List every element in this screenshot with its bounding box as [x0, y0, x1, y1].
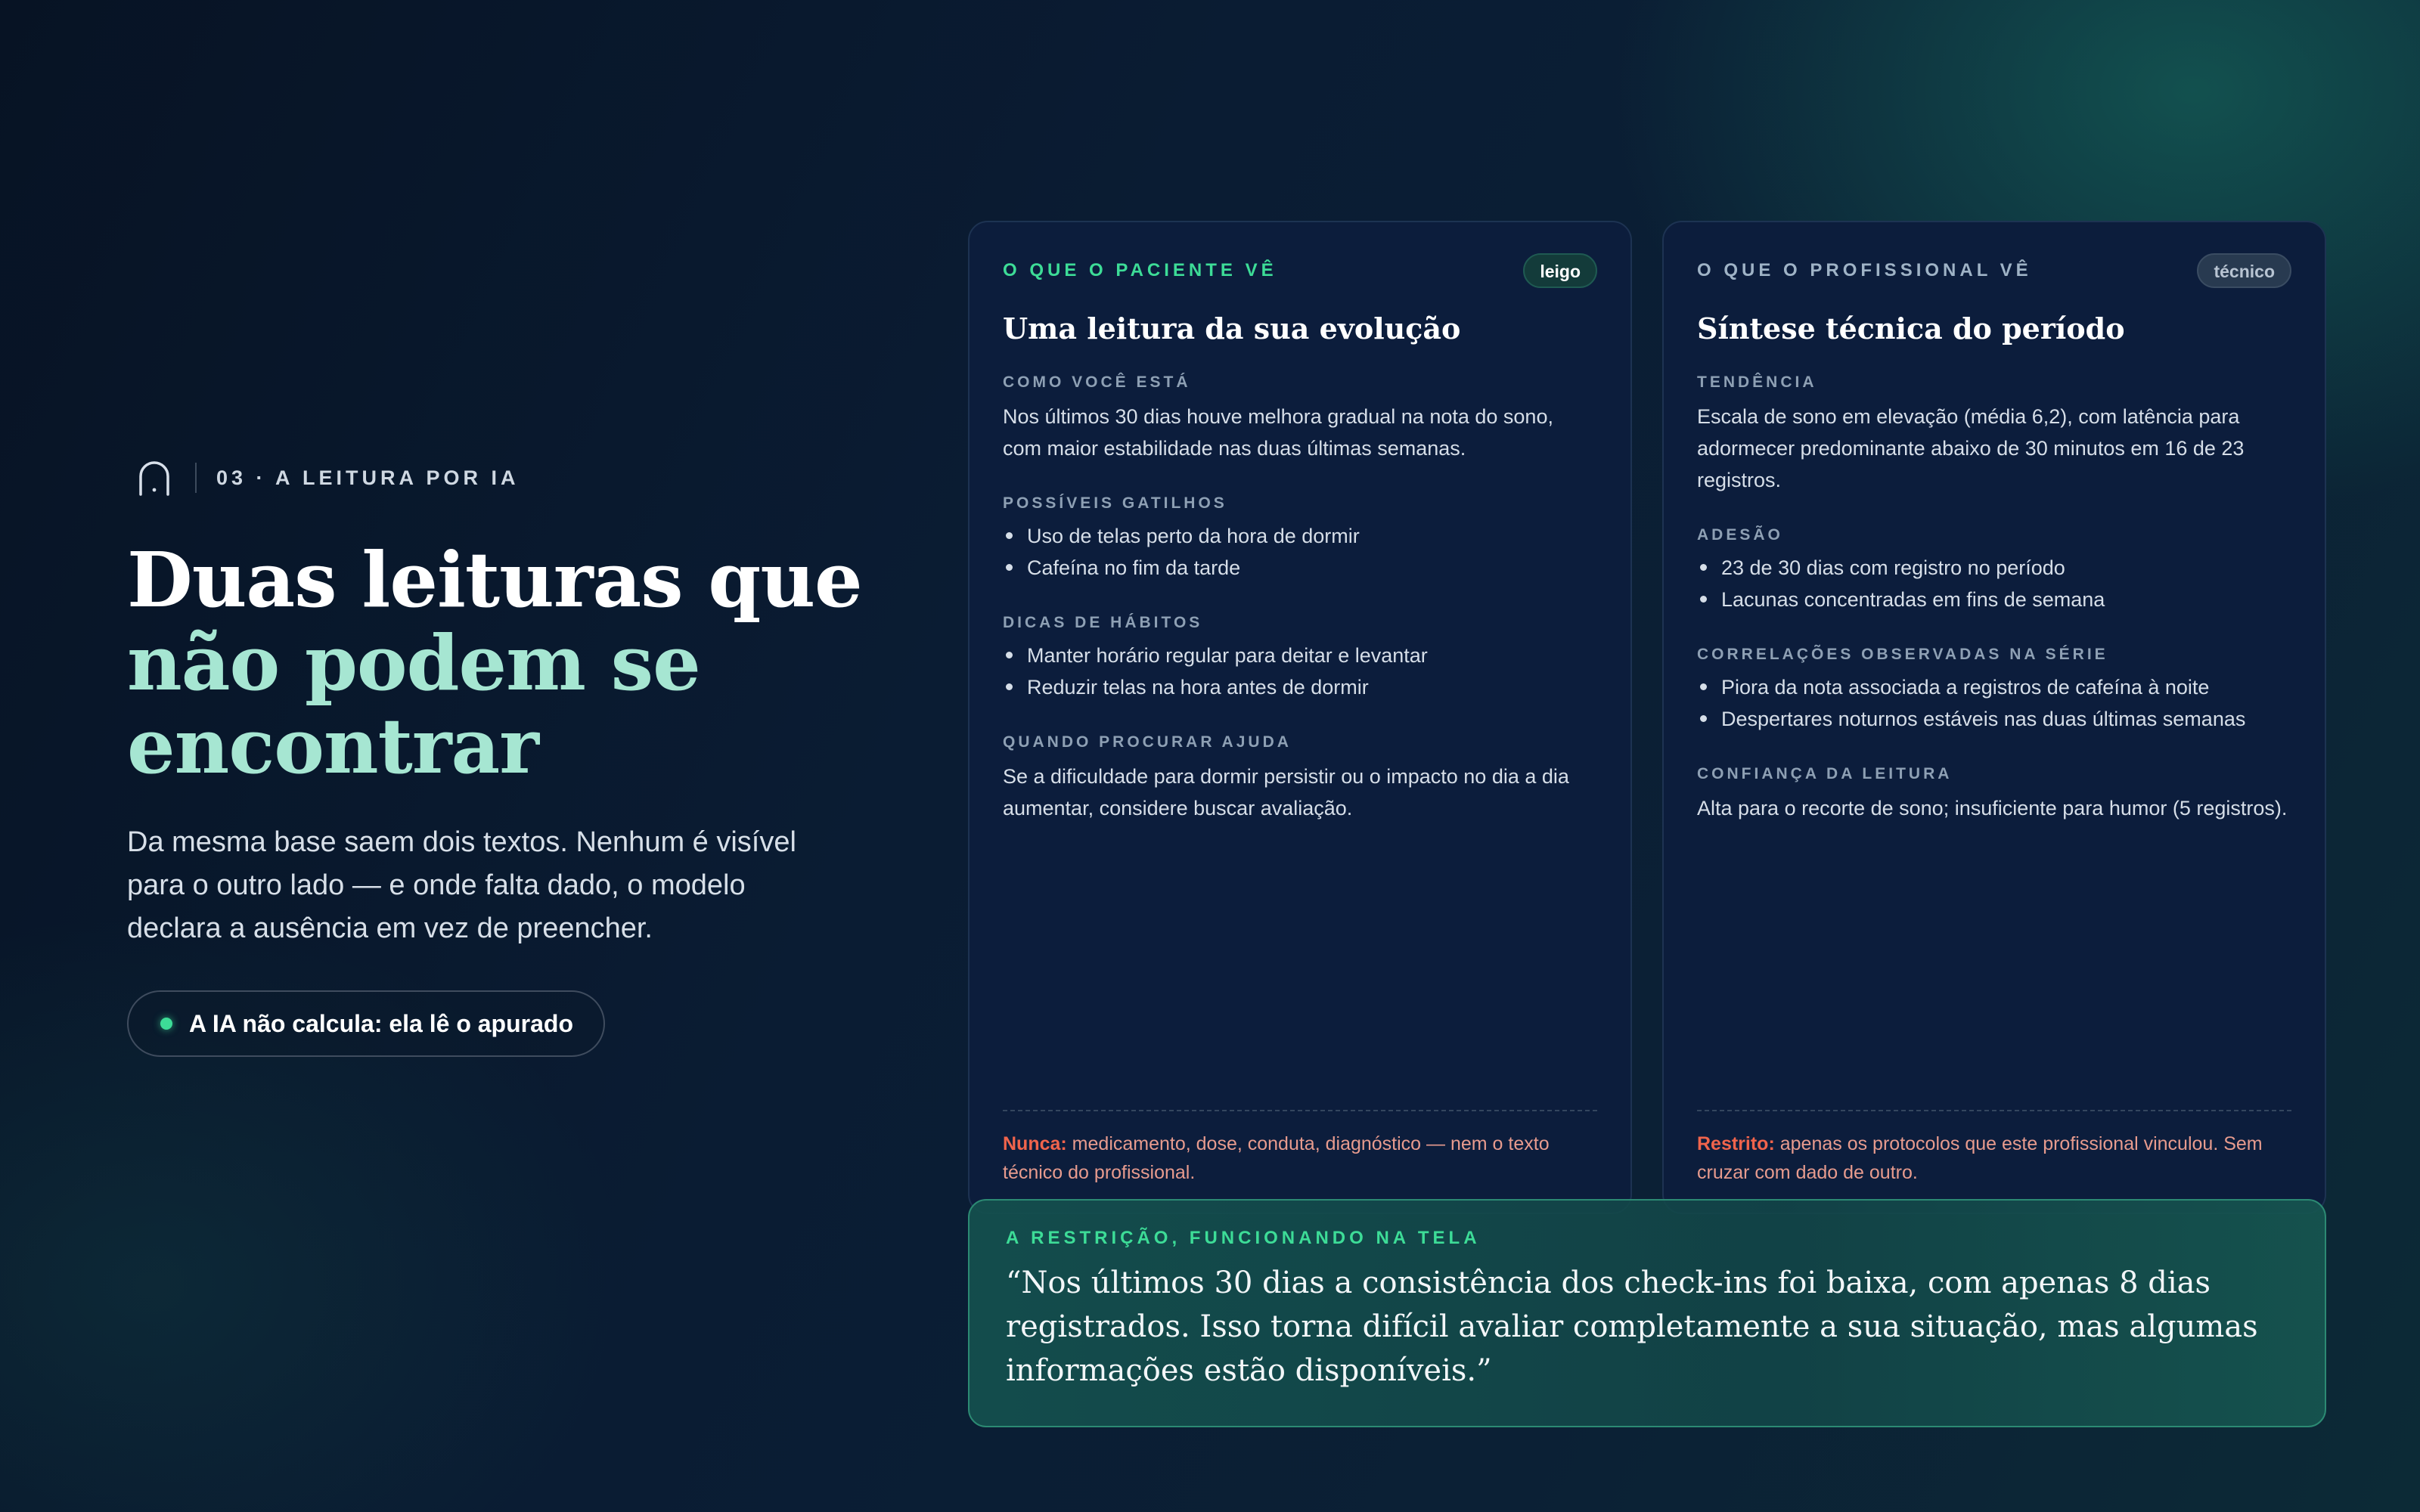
- footer-text: medicamento, dose, conduta, diagnóstico — nem o texto técnico do profissional.: [1003, 1133, 1550, 1183]
- list-item: Reduzir telas na hora antes de dormir: [1003, 671, 1597, 703]
- section-label-ajuda: QUANDO PROCURAR AJUDA: [1003, 733, 1292, 751]
- pro-card-kicker: O QUE O PROFISSIONAL VÊ: [1697, 260, 2032, 280]
- section-eyebrow: [135, 458, 520, 497]
- patient-card-title: Uma leitura da sua evolução: [1003, 311, 1461, 345]
- list-item: Despertares noturnos estáveis nas duas últimas semanas: [1697, 703, 2291, 735]
- section-text-tendencia: Escala de sono em elevação (média 6,2), com latência para adormecer predominante abaixo de 30 minutos em 16 de 23 registros.: [1697, 405, 2245, 491]
- patient-card-footer: [1003, 1110, 1597, 1187]
- section-label-tendencia: TENDÊNCIA: [1697, 373, 1817, 391]
- pro-card-footer: [1697, 1110, 2291, 1187]
- status-dot-icon: [160, 1018, 172, 1030]
- list-item: Manter horário regular para deitar e levantar: [1003, 640, 1597, 671]
- section-label-adesao: ADESÃO: [1697, 526, 1783, 544]
- leigo-badge: leigo: [1523, 253, 1597, 288]
- eyebrow-label: 03 · A LEITURA POR IA: [216, 466, 520, 489]
- pro-card-title: Síntese técnica do período: [1697, 311, 2125, 345]
- list-item: Lacunas concentradas em fins de semana: [1697, 584, 2291, 615]
- section-label-dicas: DICAS DE HÁBITOS: [1003, 614, 1203, 631]
- list-item: Cafeína no fim da tarde: [1003, 552, 1597, 584]
- ai-reads-pill: [127, 990, 605, 1057]
- footer-text: apenas os protocolos que este profissional vinculou. Sem cruzar com dado de outro.: [1697, 1133, 2263, 1183]
- headline-line-3: encontrar: [127, 702, 538, 791]
- professional-card: [1662, 221, 2326, 1214]
- footer-lead: Restrito:: [1697, 1133, 1775, 1154]
- tecnico-badge: técnico: [2197, 253, 2291, 288]
- section-text-ajuda: Se a dificuldade para dormir persistir ou o impacto no dia a dia aumentar, considere buscar avaliação.: [1003, 765, 1569, 820]
- restriction-box: [968, 1199, 2326, 1427]
- section-label-como: COMO VOCÊ ESTÁ: [1003, 373, 1191, 391]
- adesao-list: [1697, 552, 2291, 615]
- section-label-gatilhos: POSSÍVEIS GATILHOS: [1003, 494, 1227, 512]
- list-item: Uso de telas perto da hora de dormir: [1003, 520, 1597, 552]
- correlacoes-list: [1697, 671, 2291, 735]
- list-item: Piora da nota associada a registros de cafeína à noite: [1697, 671, 2291, 703]
- hero-lede: Da mesma base saem dois textos. Nenhum é visível para o outro lado — e onde falta dado, o modelo declara a ausência em vez de preencher.: [127, 826, 796, 944]
- pill-label: A IA não calcula: ela lê o apurado: [189, 1009, 573, 1037]
- patient-card: [968, 221, 1632, 1214]
- list-item: 23 de 30 dias com registro no período: [1697, 552, 2291, 584]
- page-title: [127, 535, 883, 791]
- section-label-correlacoes: CORRELAÇÕES OBSERVADAS NA SÉRIE: [1697, 646, 2108, 663]
- section-text-como: Nos últimos 30 dias houve melhora gradual na nota do sono, com maior estabilidade nas duas últimas semanas.: [1003, 405, 1553, 460]
- restriction-quote: “Nos últimos 30 dias a consistência dos check-ins foi baixa, com apenas 8 dias registrados. Isso torna difícil avaliar completamente a sua situação, mas algumas informações estão disponíveis.”: [1006, 1266, 2258, 1388]
- footer-lead: Nunca:: [1003, 1133, 1067, 1154]
- section-label-confianca: CONFIANÇA DA LEITURA: [1697, 765, 1953, 782]
- eyebrow-divider: [195, 463, 197, 493]
- dicas-list: [1003, 640, 1597, 703]
- section-text-confianca: Alta para o recorte de sono; insuficiente para humor (5 registros).: [1697, 797, 2288, 820]
- headline-line-1: Duas leituras que: [127, 535, 862, 624]
- gatilhos-list: [1003, 520, 1597, 584]
- arch-logo-icon: [135, 458, 174, 497]
- restriction-kicker: A RESTRIÇÃO, FUNCIONANDO NA TELA: [1006, 1228, 1481, 1248]
- patient-card-kicker: O QUE O PACIENTE VÊ: [1003, 260, 1277, 280]
- headline-line-2: não podem se: [127, 618, 700, 708]
